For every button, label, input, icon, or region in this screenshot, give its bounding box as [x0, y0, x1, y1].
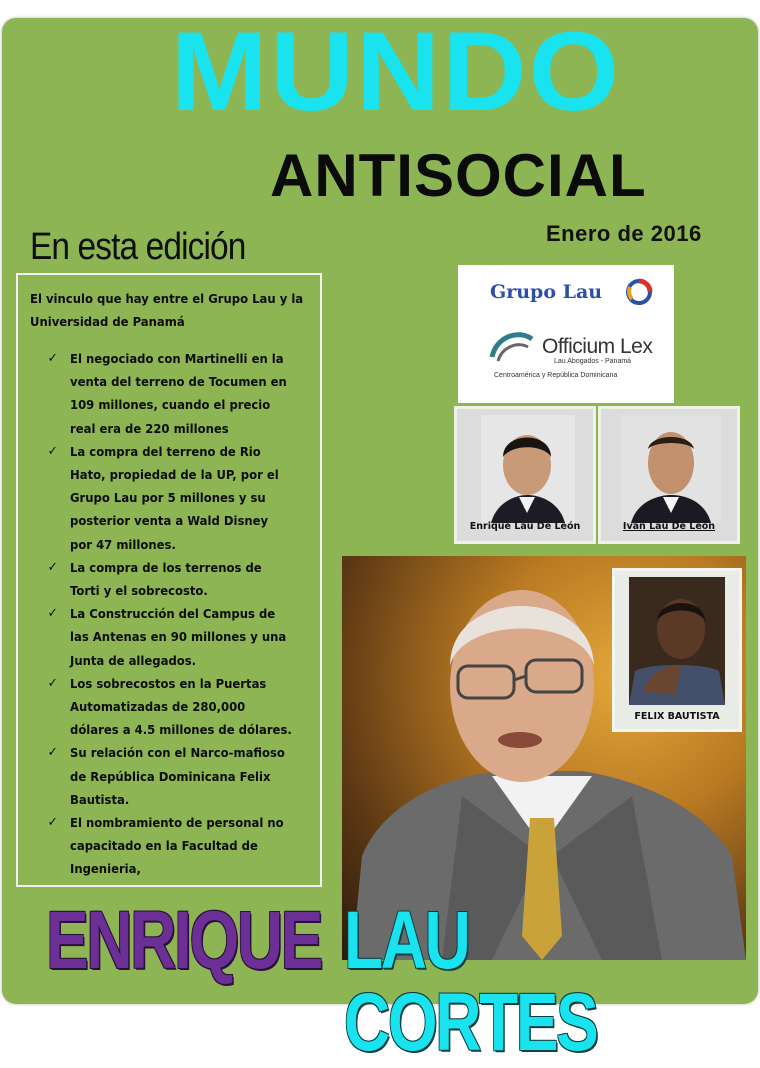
issue-date: Enero de 2016 [546, 221, 702, 246]
checkmark-icon: ✓ [47, 815, 58, 831]
list-item: ✓ El nombramiento de personal no capacitado en la Facultad de Ingenieria, [70, 811, 293, 881]
photo-caption: Enrique Lau De León [469, 521, 581, 532]
section-heading: En esta edición [30, 226, 246, 268]
magazine-subtitle: ANTISOCIAL [270, 142, 647, 209]
photo-ivan-lau-de-leon [598, 406, 740, 544]
list-item: ✓ Su relación con el Narco-mafioso de República Dominicana Felix Bautista. [70, 741, 293, 811]
checkmark-icon: ✓ [47, 675, 58, 691]
photo-enrique-lau-de-leon [454, 406, 596, 544]
checkmark-icon: ✓ [47, 351, 58, 366]
checkmark-icon: ✓ [47, 559, 58, 575]
officium-lex-region: Centroamérica y República Dominicana [494, 372, 618, 379]
list-item: ✓ La Construcción del Campus de las Antenas en 90 millones y una Junta de allegados. [70, 602, 293, 672]
list-item: ✓ La compra de los terrenos de Torti y el sobrecosto. [70, 556, 293, 602]
grupo-lau-icon [624, 277, 654, 307]
photo-caption: FELIX BAUTISTA [634, 711, 720, 722]
officium-lex-icon [488, 327, 538, 367]
officium-lex-subtitle: Lau Abogados - Panamá [554, 358, 632, 365]
summary-list [30, 347, 310, 881]
checkmark-icon: ✓ [47, 745, 58, 761]
photo-caption: Ivan Lau De León [622, 521, 716, 532]
grupo-lau-logo: Grupo Lau [490, 281, 603, 303]
list-item: ✓ El negociado con Martinelli en la venta del terreno de Tocumen en 109 millones, cuando el precio real era de 220 millones [70, 347, 293, 440]
headline-last-name: LAU CORTES [344, 895, 597, 1068]
summary-intro: El vinculo que hay entre el Grupo Lau y la Universidad de Panamá [30, 291, 304, 329]
checkmark-icon: ✓ [47, 606, 58, 622]
magazine-title: MUNDO [170, 9, 622, 134]
photo-felix-bautista [612, 568, 742, 732]
list-item: ✓ La compra del terreno de Rio Hato, propiedad de la UP, por el Grupo Lau por 5 millones y su posterior venta a Wald Disney por 47 millones. [70, 440, 293, 556]
officium-lex-logo: Officium Lex [542, 335, 653, 358]
headline-first-name: ENRIQUE [46, 895, 322, 986]
summary-box [16, 273, 322, 887]
logos-panel [458, 265, 674, 403]
person-portrait [615, 571, 739, 729]
checkmark-icon: ✓ [47, 443, 58, 459]
magazine-cover [2, 9, 758, 1068]
list-item: ✓ Los sobrecostos en la Puertas Automatizadas de 280,000 dólares a 4.5 millones de dólares. [70, 672, 293, 742]
